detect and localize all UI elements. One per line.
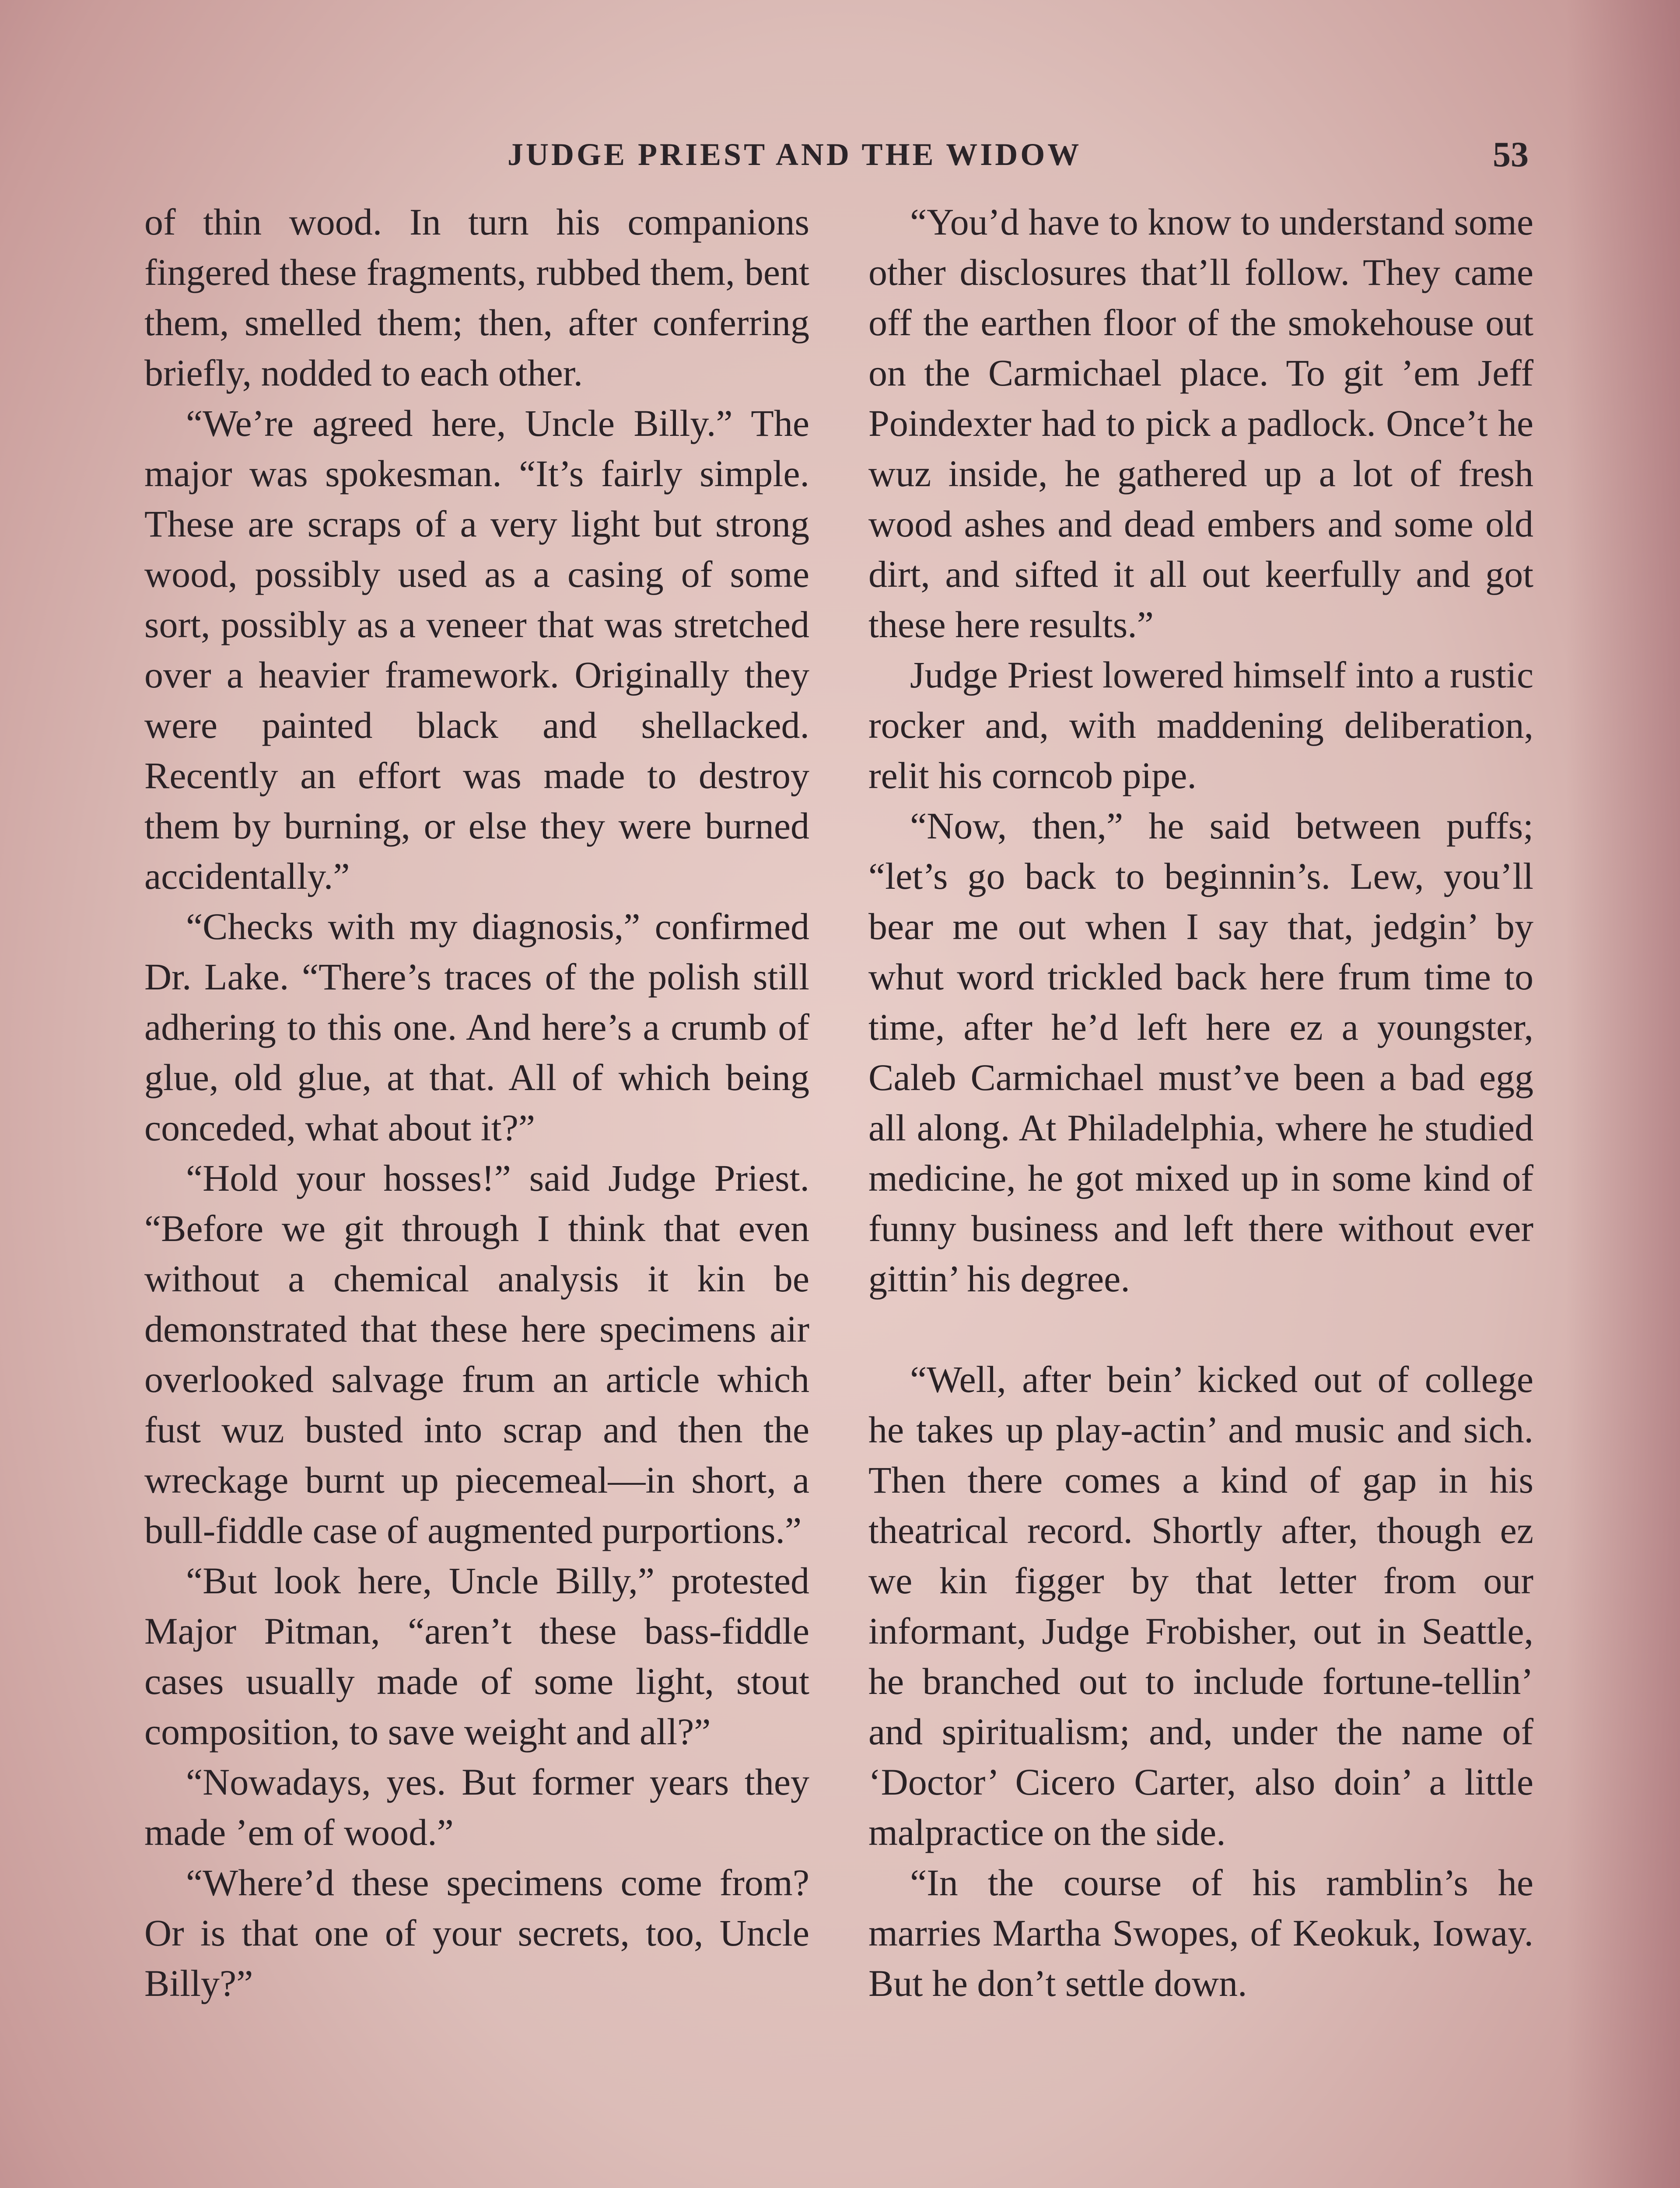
paragraph: “Where’d these specimens come from? Or is that one of your secrets, too, Uncle Billy?”	[144, 1862, 809, 2004]
paragraph: “We’re agreed here, Uncle Billy.” The major was spokesman. “It’s fairly simple. These are scraps of a very light but strong wood, possibly used as a casing of some sort, possibly as a veneer that was stretched over a heavier framework. Originally they were painted black and shellacked. Recently an effort was made to destroy them by burning, or else they were burned accidentally.”	[144, 402, 809, 897]
page-number: 53	[1493, 134, 1529, 174]
paragraph: of thin wood. In turn his companions fingered these fragments, rubbed them, bent them, smelled them; then, after conferring briefly, nodded to each other.	[144, 201, 809, 394]
paragraph: “But look here, Uncle Billy,” protested Major Pitman, “aren’t these bass-fiddle cases usually made of some light, stout composition, to save weight and all?”	[144, 1560, 809, 1753]
paragraph: “Checks with my diagnosis,” confirmed Dr. Lake. “There’s traces of the polish still adhering to this one. And here’s a crumb of glue, old glue, at that. All of which being conceded, what about it?”	[144, 905, 809, 1149]
paragraph: “Nowadays, yes. But former years they made ’em of wood.”	[144, 1761, 809, 1853]
running-title: JUDGE PRIEST AND THE WIDOW	[508, 137, 1082, 172]
paragraph: “Hold your hosses!” said Judge Priest. “Before we git through I think that even without a chemical analysis it kin be demonstrated that these here specimens air overlooked salvage frum an article which fust wuz busted into scrap and then the wreckage burnt up piecemeal—in short, a bull-fiddle case of augmented purportions.”	[144, 1157, 809, 1551]
running-header	[0, 128, 1680, 185]
paragraph: Judge Priest lowered himself into a rustic rocker and, with maddening deliberation, relit his corncob pipe.	[868, 654, 1533, 796]
paragraph: “In the course of his ramblin’s he marries Martha Swopes, of Keokuk, Ioway. But he don’t settle down.	[868, 1862, 1533, 2004]
paragraph: “Well, after bein’ kicked out of college he takes up play-actin’ and music and sich. Then there comes a kind of gap in his theatrical record. Shortly after, though ez we kin figger by that letter from our informant, Judge Frobisher, out in Seattle, he branched out to include fortune-tellin’ and spiritualism; and, under the name of ‘Doctor’ Cicero Carter, also doin’ a little malpractice on the side.	[868, 1358, 1533, 1853]
paragraph: “Now, then,” he said between puffs; “let’s go back to beginnin’s. Lew, you’ll bear me out when I say that, jedgin’ by whut word trickled back here frum time to time, after he’d left here ez a youngster, Caleb Carmichael must’ve been a bad egg all along. At Philadelphia, where he studied medicine, he got mixed up in some kind of funny business and left there without ever gittin’ his degree.	[868, 805, 1533, 1300]
left-text-column	[144, 197, 809, 2009]
right-text-column	[868, 197, 1533, 2009]
paragraph: “You’d have to know to understand some other disclosures that’ll follow. They came off the earthen floor of the smokehouse out on the Carmichael place. To git ’em Jeff Poindexter had to pick a padlock. Once’t he wuz inside, he gathered up a lot of fresh wood ashes and dead embers and some old dirt, and sifted it all out keerfully and got these here results.”	[868, 201, 1533, 645]
